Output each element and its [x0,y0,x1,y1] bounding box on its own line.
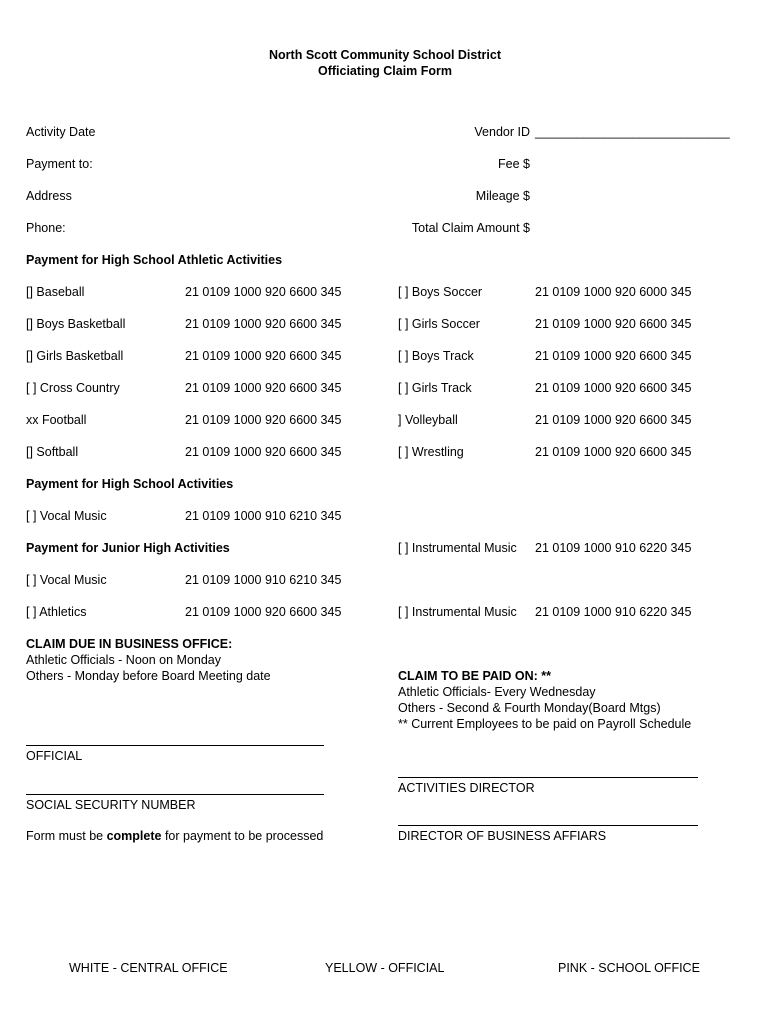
claim-due-line: Others - Monday before Board Meeting date [26,669,271,683]
white-copy-label: WHITE - CENTRAL OFFICE [69,961,228,975]
sport-label: [ ] Boys Soccer [398,285,483,299]
account-code: 21 0109 1000 910 6210 345 [185,573,342,587]
sport-label: [ ] Boys Track [398,349,474,363]
payment-to-label: Payment to: [26,157,93,171]
account-code: 21 0109 1000 920 6600 345 [185,605,342,619]
claim-due-heading: CLAIM DUE IN BUSINESS OFFICE: [26,637,233,651]
activities-director-signature-line[interactable] [398,777,698,778]
business-director-label: DIRECTOR OF BUSINESS AFFIARS [398,829,607,843]
account-code: 21 0109 1000 920 6600 345 [535,445,692,459]
yellow-copy-label: YELLOW - OFFICIAL [325,961,445,975]
form-title: Officiating Claim Form [317,64,453,78]
business-director-signature-line[interactable] [398,825,698,826]
account-code: 21 0109 1000 920 6600 345 [185,317,342,331]
sport-label: [] Boys Basketball [26,317,126,331]
district-name: North Scott Community School District [269,48,501,62]
vendor-id-label: Vendor ID [474,125,530,139]
hs-athletic-heading: Payment for High School Athletic Activities [26,253,283,267]
account-code: 21 0109 1000 920 6000 345 [535,285,692,299]
account-code: 21 0109 1000 920 6600 345 [535,349,692,363]
activities-director-label: ACTIVITIES DIRECTOR [398,781,535,795]
address-label: Address [26,189,72,203]
sport-label: ] Volleyball [398,413,458,427]
notice-emphasis: complete [106,829,162,843]
sport-label: [] Softball [26,445,79,459]
sport-label: xx Football [26,413,87,427]
notice-text: for payment to be processed [161,829,324,843]
activity-label: [ ] Vocal Music [26,573,107,587]
account-code: 21 0109 1000 920 6600 345 [535,381,692,395]
claim-paid-line: ** Current Employees to be paid on Payroll Schedule [398,717,692,731]
claim-paid-line: Others - Second & Fourth Monday(Board Mtgs) [398,701,661,715]
ssn-label: SOCIAL SECURITY NUMBER [26,798,196,812]
notice-text: Form must be [26,829,107,843]
mileage-label: Mileage $ [475,189,530,203]
official-signature-line[interactable] [26,745,324,746]
ssn-line[interactable] [26,794,324,795]
account-code: 21 0109 1000 910 6210 345 [185,509,342,523]
account-code: 21 0109 1000 910 6220 345 [535,605,692,619]
claim-paid-heading: CLAIM TO BE PAID ON: ** [398,669,552,683]
account-code: 21 0109 1000 920 6600 345 [185,349,342,363]
account-code: 21 0109 1000 920 6600 345 [185,285,342,299]
completion-notice [26,828,323,844]
account-code: 21 0109 1000 920 6600 345 [535,317,692,331]
activity-date-label: Activity Date [26,125,96,139]
phone-label: Phone: [26,221,66,235]
sport-label: [ ] Girls Soccer [398,317,480,331]
total-claim-label: Total Claim Amount $ [411,221,530,235]
account-code: 21 0109 1000 920 6600 345 [185,445,342,459]
activity-label: [ ] Vocal Music [26,509,107,523]
fee-label: Fee $ [498,157,530,171]
hs-activities-heading: Payment for High School Activities [26,477,234,491]
activity-label: [ ] Athletics [26,605,87,619]
sport-label: [] Girls Basketball [26,349,124,363]
jh-activities-heading: Payment for Junior High Activities [26,541,230,555]
sport-label: [ ] Cross Country [26,381,120,395]
sport-label: [ ] Girls Track [398,381,472,395]
account-code: 21 0109 1000 920 6600 345 [185,413,342,427]
vendor-id-line: ____________________________ [535,125,730,139]
claim-paid-line: Athletic Officials- Every Wednesday [398,685,596,699]
activity-label: [ ] Instrumental Music [398,541,517,555]
account-code: 21 0109 1000 920 6600 345 [535,413,692,427]
sport-label: [] Baseball [26,285,85,299]
sport-label: [ ] Wrestling [398,445,464,459]
official-label: OFFICIAL [26,749,83,763]
account-code: 21 0109 1000 920 6600 345 [185,381,342,395]
activity-label: [ ] Instrumental Music [398,605,517,619]
pink-copy-label: PINK - SCHOOL OFFICE [558,961,700,975]
claim-due-line: Athletic Officials - Noon on Monday [26,653,222,667]
account-code: 21 0109 1000 910 6220 345 [535,541,692,555]
